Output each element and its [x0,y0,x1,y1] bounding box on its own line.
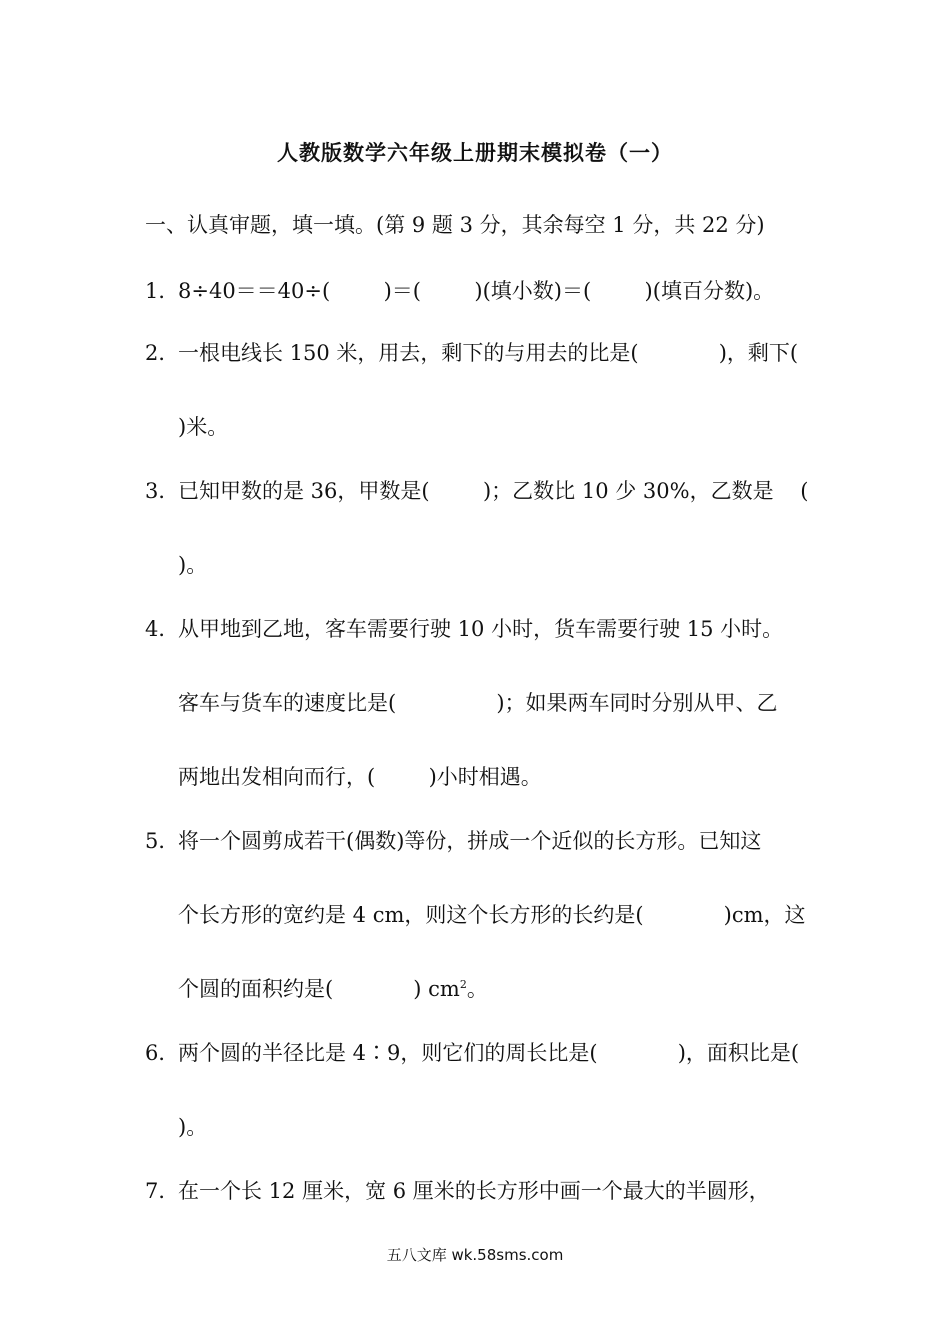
question-number: 3． [145,479,180,503]
question-number: 4． [145,617,180,641]
question-5-text: 个圆的面积约是( ) cm [178,977,460,1001]
question-3-line: 已知甲数的是 36，甲数是( )；乙数比 10 少 30%，乙数是 ( [178,479,809,503]
question-number: 7． [145,1179,180,1203]
question-6-line: )。 [178,1115,208,1139]
question-5-line-last [178,975,488,1003]
question-number: 5． [145,829,180,853]
footer-watermark: 五八文库 wk.58sms.com [386,1246,564,1264]
question-4-line: 从甲地到乙地，客车需要行驶 10 小时，货车需要行驶 15 小时。 [178,617,784,641]
question-4-line: 客车与货车的速度比是( )；如果两车同时分别从甲、乙 [178,691,778,715]
page-title: 人教版数学六年级上册期末模拟卷（一） [277,140,673,165]
question-5-tail: 。 [466,977,488,1001]
question-7-line: 在一个长 12 厘米，宽 6 厘米的长方形中画一个最大的半圆形， [178,1179,770,1203]
section-heading: 一、认真审题，填一填。(第 9 题 3 分，其余每空 1 分，共 22 分) [145,213,765,237]
question-number: 2． [145,341,180,365]
superscript-2: 2 [459,978,467,991]
question-5-line: 将一个圆剪成若干(偶数)等份，拼成一个近似的长方形。已知这 [178,829,762,853]
question-6-line: 两个圆的半径比是 4∶9，则它们的周长比是( )，面积比是( [178,1041,800,1065]
question-2-line: )米。 [178,415,229,439]
question-4-line: 两地出发相向而行，( )小时相遇。 [178,765,542,789]
question-2-line: 一根电线长 150 米，用去，剩下的与用去的比是( )，剩下( [178,341,799,365]
question-number: 1． [145,279,180,303]
question-5-line: 个长方形的宽约是 4 cm，则这个长方形的长约是( )cm，这 [178,903,806,927]
question-3-line: )。 [178,553,208,577]
question-1-line: 8÷40＝＝40÷( )＝( )(填小数)＝( )(填百分数)。 [178,279,775,303]
question-number: 6． [145,1041,180,1065]
